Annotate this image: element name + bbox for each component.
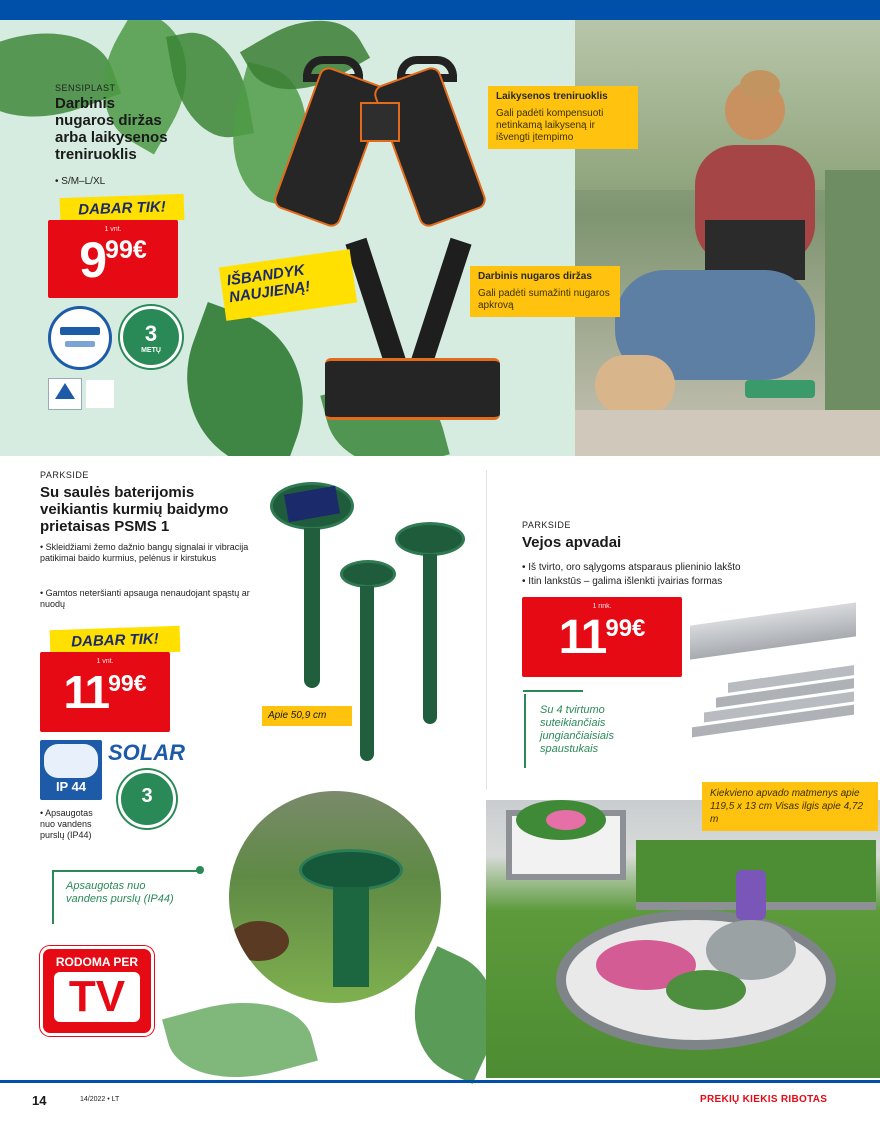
hero-brand: SENSIPLAST <box>55 83 116 93</box>
posture-trainer-image <box>275 52 485 222</box>
mole-repeller-lawn-photo <box>226 788 444 1006</box>
solar-label: SOLAR <box>108 740 185 765</box>
clip-note-line-top <box>523 690 583 692</box>
back-belt-callout: Darbinis nugaros diržas Gali padėti sumažinti nugaros apkrovą <box>470 266 620 317</box>
price-unit: 1 vnt. <box>104 226 122 233</box>
price-value: $11^{99€}$ <box>63 666 147 718</box>
dabar-tik-badge: DABAR TIK! <box>60 194 185 224</box>
guarantee-badge-icon: 3 METŲ <box>120 306 182 368</box>
price-value: $9^{99€}$ <box>79 232 147 288</box>
dabar-tik-badge: DABAR TIK! <box>50 626 181 657</box>
price-unit: 1 rink. <box>592 603 612 610</box>
edge-bullet-1: • Iš tvirto, oro sąlygoms atsparaus plieninio lakšto <box>522 562 741 573</box>
mole-brand: PARKSIDE <box>40 470 89 480</box>
tv-badge: RODOMA PER TV <box>40 946 154 1036</box>
note-dot <box>196 866 204 874</box>
hero-sizes: • S/M–L/XL <box>55 176 106 187</box>
section-divider <box>486 470 487 790</box>
hero-title: Darbinis nugaros diržas arba laikysenos treniruoklis <box>55 95 168 163</box>
clip-note: Su 4 tvirtumo suteikiančiais jungiančiaisiais spaustukais <box>540 704 614 755</box>
posture-trainer-callout: Laikysenos treniruoklis Gali padėti kompensuoti netinkamą laikyseną ir išvengti įtempimo <box>488 86 638 149</box>
mole-protect-text: • Apsaugotas nuo vandens purslų (IP44) <box>40 808 93 840</box>
mole-bullet-2: • Gamtos neteršianti apsauga nenaudojant spąstų ar nuodų <box>40 588 250 609</box>
edge-brand: PARKSIDE <box>522 520 571 530</box>
try-new-badge: IŠBANDYK NAUJIENĄ! <box>219 249 357 321</box>
certificate-text-box <box>86 380 114 408</box>
top-bar <box>0 0 880 20</box>
mole-price-tag <box>40 652 170 732</box>
edge-price-tag <box>522 597 682 677</box>
edge-title: Vejos apvadai <box>522 534 622 551</box>
page-number: 14 <box>32 1093 47 1108</box>
mole-repeller-image <box>268 480 473 770</box>
price-unit: 1 vnt. <box>96 658 114 665</box>
edge-bullet-2: • Itin lankstūs – galima išlenkti įvairias formas <box>522 576 723 587</box>
price-value: $11^{99€}$ <box>558 611 646 664</box>
height-note: Apie 50,9 cm <box>262 706 352 726</box>
clip-note-line <box>524 694 534 768</box>
mole-title: Su saulės baterijomis veikiantis kurmių baidymo prietaisas PSMS 1 <box>40 484 229 535</box>
hero-price-tag <box>48 220 178 298</box>
mole-bullet-1: • Skleidžiami žemo dažnio bangų signalai ir vibracija patikimai baido kurmius, pelėnus ir kirstukus <box>40 542 249 563</box>
dimensions-callout: Kiekvieno apvado matmenys apie 119,5 x 13 cm Visas ilgis apie 4,72 m <box>702 782 878 831</box>
issue-label: 14/2022 • LT <box>80 1096 120 1103</box>
leaf-decoration <box>160 302 330 456</box>
footer-line <box>0 1080 880 1083</box>
lawn-edge-strips-image <box>690 596 856 736</box>
lawn-edge-garden-photo <box>486 800 880 1078</box>
guarantee-badge-icon: 3 <box>118 770 176 828</box>
limited-quantity-label: PREKIŲ KIEKIS RIBOTAS <box>700 1094 828 1105</box>
ip44-badge: IP 44 <box>40 740 102 800</box>
protect-note: Apsaugotas nuo vandens purslų (IP44) <box>66 880 174 905</box>
certification-seal-icon <box>48 306 112 370</box>
safety-certificate-icon <box>48 378 82 410</box>
